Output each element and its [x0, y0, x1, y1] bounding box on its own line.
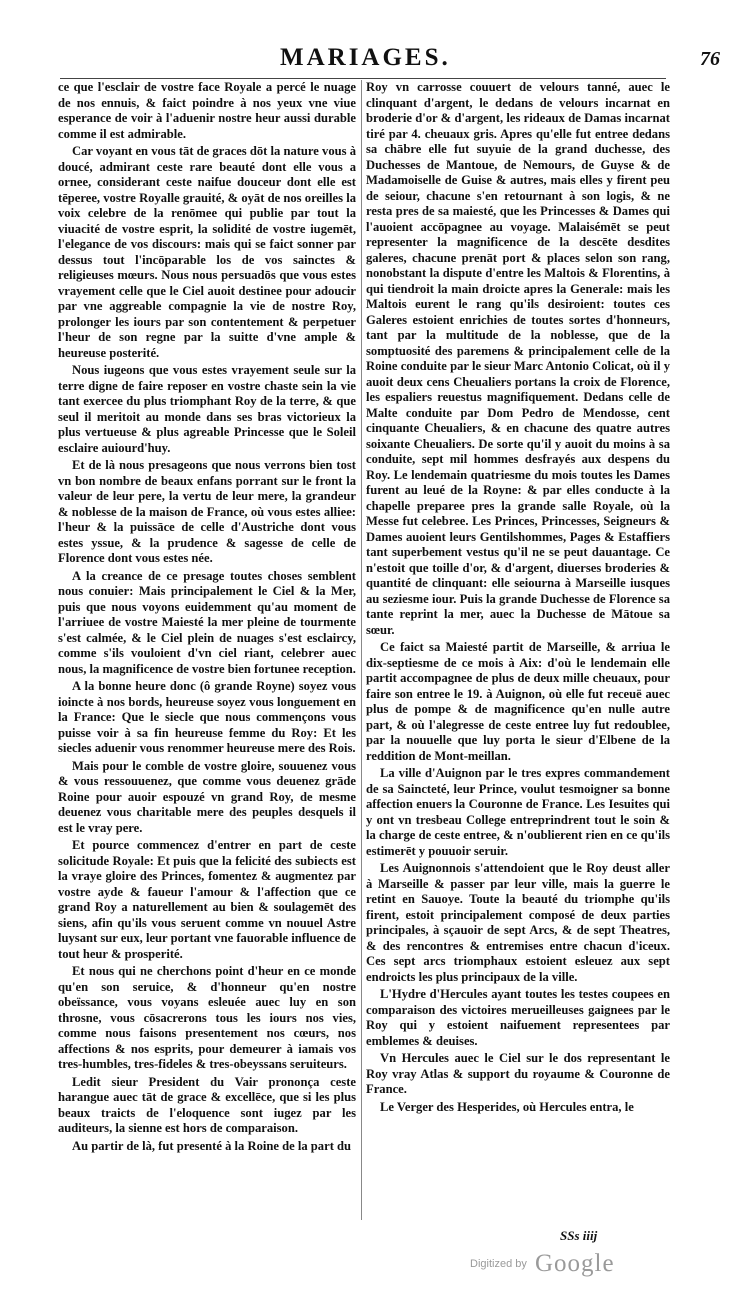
column-divider	[361, 80, 362, 1220]
watermark-prefix: Digitized by	[470, 1258, 527, 1270]
paragraph: A la creance de ce presage toutes choses semblent nous conuier: Mais principalement le Ciel & la Mer, puis que nous voyons euidemment qu'au moment de l'arriuee de vostre Maiesté la mer pleine de tourmente s'est calmée, & le Ciel plein de nuages s'est esclaircy, comme s'ils vouloient d'vn ciel riant, celebrer auec nous, la magnificence de vostre bien fortunee reception.	[58, 568, 356, 676]
watermark-logo: Google	[534, 1250, 615, 1277]
left-column	[58, 80, 356, 1220]
running-head	[0, 44, 754, 78]
paragraph: Vn Hercules auec le Ciel sur le dos representant le Roy vray Atlas & support du royaume & Couronne de France.	[366, 1051, 670, 1096]
digitized-watermark	[470, 1250, 615, 1284]
paragraph: Au partir de là, fut presenté à la Roine de la part du	[72, 1138, 352, 1153]
paragraph: Les Auignonnois s'attendoient que le Roy deust aller à Marseille & passer par leur ville, mais la guerre le retint en Sauoye. Toute la beauté du triomphe qu'ils firent, estoit principalement composé de deux parties principales, à sçauoir de sept Arcs, & de sept Theatres, & des rencontres & entremises entre chacun d'iceux. Ces sept arcs triomphaux estoient esleuez aux sept endroicts les plus principaux de la ville.	[366, 861, 670, 984]
signature-mark: SSs iiij	[560, 1228, 598, 1243]
page-number: 76	[700, 48, 720, 70]
paragraph: Car voyant en vous tāt de graces dōt la nature vous à doucé, admirant ceste rare beauté dont elle vous a ornee, considerant ceste naifue douceur dont elle est tēperee, vostre Royalle grauité, & oyāt de nos oreilles la voix celebre de la renōmee qui publie par tout la viuacité de vostre esprit, la solidité de vostre iugemēt, l'elegance de vos discours: mais qui se faict sonner par dessus tout l'incōparable los de vos sainctes & religieuses mœurs. Nous nous persuadōs que vous estes vrayement celle que le Ciel auoit destinee pour adoucir par vne aggreable compagnie la vie de nostre Roy, prolonger les iours par son contentement & perpetuer l'heur de son regne par la suitte d'vne ample & heureuse posterité.	[58, 144, 356, 360]
right-column	[366, 80, 670, 1220]
paragraph: ce que l'esclair de vostre face Royale a percé le nuage de nos ennuis, & faict poindre à nos yeux vne viue esperance de voir à l'aduenir nostre heur aussi durable comme il est admirable.	[58, 80, 356, 141]
paragraph: Et pource commencez d'entrer en part de ceste solicitude Royale: Et puis que la felicité des subiects est la vraye gloire des Princes, fomentez & augmentez par vostre ayde & faueur l'amour & l'affection que ce grand Roy a naturellement au bien & soulagemēt des siens, afin qu'ils vous seruent comme vn nouuel Astre luysant sur eux, leur portant vne fauorable influence de tout heur & prosperité.	[58, 838, 356, 961]
paragraph: Nous iugeons que vous estes vrayement seule sur la terre digne de faire reposer en vostre chaste sein la vie tant exercee du plus triomphant Roy de la terre, & que seul il meritoit au monde dans ses bras victorieux la plus vertueuse & plus agreable Princesse que le Soleil esclaire auiourd'huy.	[58, 363, 356, 455]
paragraph: Le Verger des Hesperides, où Hercules entra, le	[380, 1099, 634, 1114]
paragraph: Ledit sieur President du Vair prononça ceste harangue auec tāt de grace & excellēce, que si les plus beaux traicts de l'eloquence sont iugez par les auditeurs, la sienne est hors de comparaison.	[58, 1074, 356, 1135]
paragraph: Roy vn carrosse couuert de velours tanné, auec le clinquant d'argent, le dedans de velours incarnat en broderie d'or & d'argent, les rideaux de Damas incarnat tiré par 4. cheuaux gris. Apres qu'elle fut entree dedans sa chābre elle fut suyuie de la grand duchesse, des Duchesses de Mantoue, de Nemours, de Guyse & de Madamoiselle de Guise & autres, mais elles y firent peu de seiour, chacune s'en retournant à son logis, & ne resta pres de sa maiesté, que les Princesses & Dames qui l'auoient accōpagnee au voyage. Malaisémēt se peut representer la magnificence de la descēte desdites galeres, chacune prenāt port & places selon son rang, nonobstant la dispute d'entre les Maltois & Florentins, à qui tiendroit la main droicte apres la Generale: mais les Maltois eurent le rang qu'ils desiroient: toutes ces Galeres estoient enrichies de toutes sortes d'honneurs, tant par la multitude de la noblesse, que de la somptuosité des paremens & principalement celle de la Roine conduite par le sieur Marc Antonio Colicat, où il y auoit deux cens Cheualiers portans la croix de Florence, les espaliers reuestus magnifiquement. Dedans celle de Malte conduite par Dom Pedro de Mendosse, cent cinquante Cheualiers, & en chacune des quatre autres soixante Cheualiers. De sorte qu'il y auoit du moins à sa conduite, sept mil hommes desfrayés aux despens du Roy. Le lendemain quatriesme du mois toutes les Dames furent au leué de la Royne: & par elles conducte à la chapelle preparee pres la grande salle Royale, où la Messe fut celebree. Les Princes, Princesses, Seigneurs & Dames auoient leurs Gentilshommes, Pages & Estaffiers tant superbement vestus qu'il ne se peut dauantage. Ce n'estoit que toille d'or, & d'argent, diuerses broderies & quantité de clinquant: elle seiourna à Marseille iusques au seziesme iour. Puis la grande Duchesse de Florence sa tante reprint la mer, auec la Duchesse de Mātoue sa sœur.	[366, 80, 670, 637]
paragraph: Ce faict sa Maiesté partit de Marseille, & arriua le dix-septiesme de ce mois à Aix: d'où le lendemain elle partit accompagnee de plus de deux mille cheuaux, pour faire son entree le 19. à Auignon, où elle fut receuë auec plus de pompe & de magnificence qu'en nulle autre part, & où l'alegresse de ceste entree luy fut redoublee, par la nouuelle que luy porta le sieur d'Elbene de la reddition de Mont-meillan.	[366, 640, 670, 763]
paragraph: Mais pour le comble de vostre gloire, souuenez vous & vous ressouuenez, que comme vous deuenez grāde Roine pour auoir espouzé vn grand Roy, de mesme deuenez vous charitable mere des peuples desquels il est le vray pere.	[58, 758, 356, 835]
paragraph: L'Hydre d'Hercules ayant toutes les testes coupees en comparaison des victoires merueilleuses gaignees par le Roy qui y estoient naifuement representees par emblemes & deuises.	[366, 987, 670, 1048]
running-title: MARIAGES.	[280, 44, 451, 71]
paragraph: La ville d'Auignon par le tres expres commandement de sa Saincteté, leur Prince, voulut tesmoigner sa bonne affection enuers la Couronne de France. Les Iesuites qui y ont vn tresbeau College entreprindrent tout le soin & la charge de ceste entree, & n'oublierent rien en ce qu'ils estimerēt y pouuoir seruir.	[366, 766, 670, 858]
paragraph: A la bonne heure donc (ô grande Royne) soyez vous ioincte à nos bords, heureuse soyez vous longuement en la France: Que le siecle que nous commençons vous puisse voir à sa fin heureuse femme du Roy: Et les siecles aduenir vous renommer heureuse mere des Rois.	[58, 679, 356, 755]
paragraph: Et de là nous presageons que nous verrons bien tost vn bon nombre de beaux enfans porrant sur le front la valeur de leur pere, la vertu de leur mere, la grandeur & noblesse de la maison de France, où vous estes alliee: l'heur & la puissāce de celle d'Austriche dont vous estes yssue, & la prudence & sagesse de celle de Florence dont vous estes née.	[58, 458, 356, 565]
header-rule	[60, 78, 666, 79]
paragraph: Et nous qui ne cherchons point d'heur en ce monde qu'en son seruice, & d'honneur qu'en nostre obeïssance, vous voyans esleuée auec luy en son throsne, vous cōsacrerons tous les iours nos vies, comme nous faisons presentement nos cœurs, nos affections & nos esprits, pour demeurer à iamais vos tres-humbles, tres-fideles & tres-obeyssans seruiteurs.	[58, 964, 356, 1071]
